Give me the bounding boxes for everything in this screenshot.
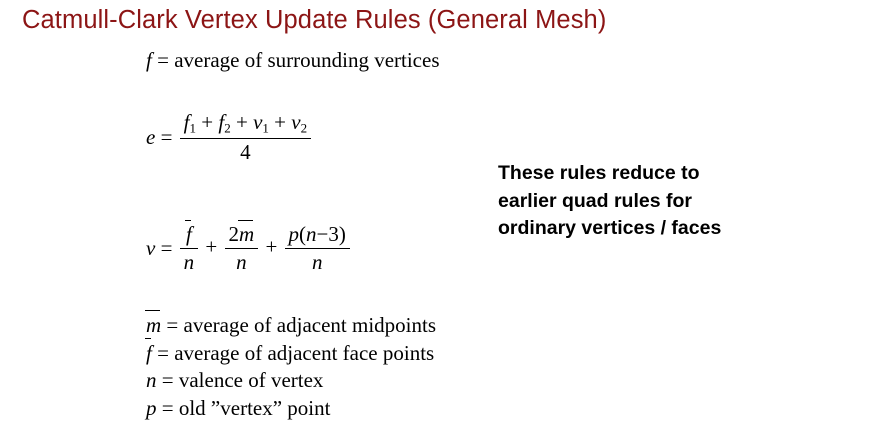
relation-equals: =	[157, 340, 169, 365]
callout-note	[498, 160, 828, 243]
symbol-n: n	[146, 368, 157, 393]
fraction-numerator: p(n−3)	[288, 222, 346, 246]
fraction-numerator: 2m	[228, 222, 255, 246]
plus-sign: +	[205, 234, 218, 259]
symbol-f-bar: f	[146, 340, 152, 368]
callout-line: ordinary vertices / faces	[498, 217, 722, 240]
fraction-denominator: n	[183, 250, 195, 274]
symbol-m-bar: m	[239, 222, 255, 246]
relation-equals: =	[166, 313, 179, 337]
fraction-numerator	[180, 222, 199, 248]
fraction-two-midpoint-average-over-n	[225, 222, 259, 275]
definition-text: valence of vertex	[178, 368, 324, 393]
definition-text: average of adjacent midpoints	[183, 313, 436, 337]
symbol-f-bar: f	[186, 222, 192, 246]
term-f1: $f_1$	[183, 110, 197, 136]
symbol-definition-list	[146, 312, 436, 423]
relation-equals: =	[160, 236, 173, 260]
symbol-m-bar: m	[146, 312, 161, 340]
relation-equals: =	[161, 368, 174, 393]
relation-equals: =	[157, 48, 169, 72]
term-v2: $v_2$	[291, 110, 308, 136]
symbol-f: f	[146, 48, 152, 72]
fraction-denominator: 4	[240, 139, 251, 164]
fraction-edge-point	[180, 110, 311, 165]
f-rule-text: average of surrounding vertices	[174, 48, 440, 72]
list-item	[146, 340, 436, 368]
equation-vertex-point-rule	[146, 222, 352, 275]
symbol-p: p	[146, 396, 157, 421]
fraction-p-n-minus-3-over-n	[285, 222, 350, 275]
definition-text: average of adjacent face points	[174, 340, 435, 365]
definition-text: old ”vertex” point	[178, 396, 331, 421]
fraction-numerator	[180, 110, 311, 138]
fraction-denominator: n	[236, 250, 247, 274]
term-f2: $f_2$	[218, 110, 231, 136]
page-title: Catmull-Clark Vertex Update Rules (General Mesh)	[22, 6, 607, 34]
equation-edge-point-rule	[146, 110, 313, 165]
term-v1: $v_1$	[253, 110, 269, 136]
list-item	[146, 395, 436, 423]
callout-line: earlier quad rules for	[498, 189, 692, 212]
plus-sign: +	[274, 110, 287, 134]
fraction-denominator: n	[311, 250, 323, 274]
plus-sign: +	[265, 234, 278, 259]
symbol-v: v	[146, 236, 156, 260]
list-item	[146, 312, 436, 340]
plus-sign: +	[201, 110, 214, 134]
callout-line: These rules reduce to	[498, 162, 700, 184]
equation-face-point-rule	[146, 48, 440, 73]
relation-equals: =	[160, 124, 173, 149]
list-item	[146, 367, 436, 395]
symbol-e: e	[146, 124, 156, 149]
plus-sign: +	[235, 110, 248, 134]
fraction-face-average-over-n	[180, 222, 199, 275]
relation-equals: =	[161, 396, 174, 421]
